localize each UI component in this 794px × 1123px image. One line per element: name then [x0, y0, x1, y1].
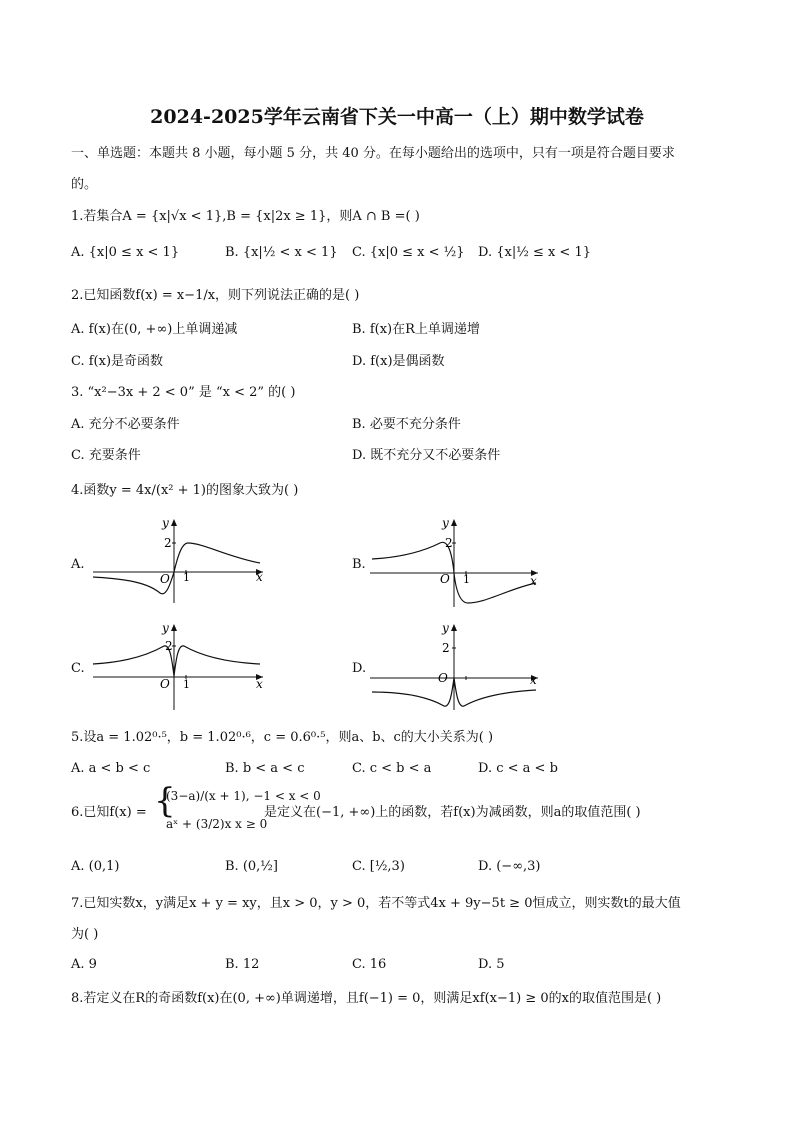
- q6-case-2: aˣ + (3/2)x x ≥ 0: [166, 817, 268, 831]
- graph-c-y-label: y: [162, 621, 169, 635]
- q1-option-c: C. {x|0 ≤ x < ½}: [352, 245, 465, 260]
- graph-b-y-label: y: [442, 516, 449, 530]
- graph-c-curve: [93, 646, 260, 676]
- q2-option-b: B. f(x)在R上单调递增: [352, 322, 480, 337]
- graph-c: [88, 620, 278, 712]
- q1-option-a: A. {x|0 ≤ x < 1}: [71, 245, 180, 260]
- graph-c-x-label: x: [256, 677, 263, 691]
- graph-c-tick-2: 2: [165, 639, 173, 653]
- graph-d-tick-2: 2: [442, 641, 450, 655]
- graph-a-y-label: y: [162, 516, 169, 530]
- graph-a-tick-2: 2: [164, 536, 172, 550]
- q3-option-d: D. 既不充分又不必要条件: [352, 448, 501, 463]
- q7-option-b: B. 12: [225, 957, 260, 972]
- section-heading: 一、单选题：本题共 8 小题，每小题 5 分，共 40 分。在每小题给出的选项中，只有一项是符合题目要求: [71, 146, 675, 161]
- page-title: 2024-2025学年云南省下关一中高一（上）期中数学试卷: [150, 106, 644, 128]
- q2-stem: 2.已知函数f(x) = x−1/x，则下列说法正确的是( ): [71, 288, 360, 303]
- q4-option-a-label: A.: [71, 557, 85, 572]
- graph-b-x-label: x: [530, 574, 537, 588]
- q6-option-d: D. (−∞,3): [478, 859, 541, 874]
- q7-stem-cont: 为( ): [71, 927, 99, 942]
- q6-option-b: B. (0,½]: [225, 859, 278, 874]
- q5-option-a: A. a < b < c: [71, 761, 151, 776]
- q6-option-a: A. (0,1): [71, 859, 120, 874]
- q2-option-a: A. f(x)在(0, +∞)上单调递减: [71, 322, 238, 337]
- q7-stem: 7.已知实数x，y满足x + y = xy，且x > 0，y > 0，若不等式4x + 9y−5t ≥ 0恒成立，则实数t的最大值: [71, 896, 681, 911]
- graph-a-tick-1: 1: [183, 571, 190, 584]
- graph-d: [368, 620, 548, 712]
- q4-option-b-label: B.: [352, 557, 366, 572]
- q3-option-c: C. 充要条件: [71, 448, 141, 463]
- graph-d-x-label: x: [530, 673, 537, 687]
- graph-d-origin: O: [438, 671, 448, 685]
- graph-a-x-label: x: [256, 570, 263, 584]
- q5-option-b: B. b < a < c: [225, 761, 305, 776]
- graph-b: [368, 515, 548, 610]
- section-heading-cont: 的。: [71, 177, 98, 192]
- q6-option-c: C. [½,3): [352, 859, 405, 874]
- q2-option-c: C. f(x)是奇函数: [71, 354, 164, 369]
- graph-b-tick-2: 2: [445, 536, 453, 550]
- q5-stem: 5.设a = 1.02⁰·⁵，b = 1.02⁰·⁶，c = 0.6⁰·⁵，则a、b、c的大小关系为( ): [71, 730, 494, 745]
- q6-brace: {: [154, 781, 176, 821]
- q6-stem-pre: 6.已知f(x) =: [71, 805, 147, 820]
- q3-stem: 3. “x²−3x + 2 < 0” 是 “x < 2” 的( ): [71, 385, 296, 400]
- graph-b-tick-1: 1: [463, 573, 470, 586]
- graph-c-origin: O: [160, 677, 170, 691]
- q4-stem: 4.函数y = 4x/(x² + 1)的图象大致为( ): [71, 483, 299, 498]
- q3-option-a: A. 充分不必要条件: [71, 417, 180, 432]
- q4-option-d-label: D.: [352, 661, 367, 676]
- q7-option-c: C. 16: [352, 957, 387, 972]
- q5-option-c: C. c < b < a: [352, 761, 432, 776]
- graph-c-tick-1: 1: [183, 678, 190, 691]
- q5-option-d: D. c < a < b: [478, 761, 558, 776]
- q1-stem: 1.若集合A = {x|√x < 1},B = {x|2x ≥ 1}，则A ∩ B =( ): [71, 209, 420, 224]
- graph-b-origin: O: [440, 572, 450, 586]
- q1-option-b: B. {x|½ < x < 1}: [225, 245, 338, 260]
- q3-option-b: B. 必要不充分条件: [352, 417, 461, 432]
- q7-option-a: A. 9: [71, 957, 97, 972]
- q1-option-d: D. {x|½ ≤ x < 1}: [478, 245, 591, 260]
- q7-option-d: D. 5: [478, 957, 505, 972]
- graph-a-curve: [93, 543, 260, 594]
- graph-d-y-label: y: [442, 621, 449, 635]
- graph-a: [88, 515, 278, 605]
- graph-a-origin: O: [160, 572, 170, 586]
- q6-stem-post: 是定义在(−1, +∞)上的函数，若f(x)为减函数，则a的取值范围( ): [264, 805, 641, 820]
- q8-stem: 8.若定义在R的奇函数f(x)在(0, +∞)单调递增，且f(−1) = 0，则满足xf(x−1) ≥ 0的x的取值范围是( ): [71, 991, 662, 1006]
- q6-case-1: (3−a)/(x + 1), −1 < x < 0: [166, 789, 321, 803]
- q4-option-c-label: C.: [71, 661, 85, 676]
- q2-option-d: D. f(x)是偶函数: [352, 354, 445, 369]
